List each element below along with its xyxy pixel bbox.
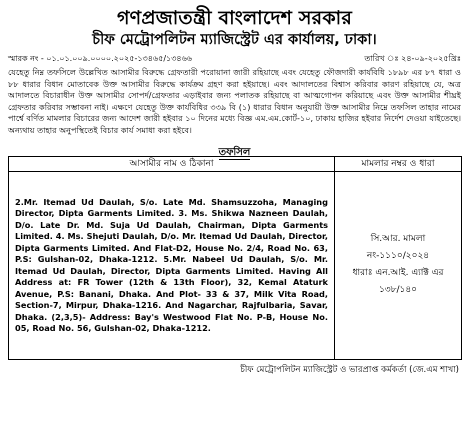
schedule-heading: তফসিল [218, 146, 251, 158]
schedule-heading-wrap [8, 140, 461, 158]
office-title: চীফ মেট্রোপলিটন ম্যাজিস্ট্রেট এর কার্যালয়, ঢাকা। [92, 32, 377, 48]
notice-date: তারিখ ঃ ২৪-০৯-২০২৫খ্রিঃ [364, 54, 461, 63]
case-number: সি.আর. মামলা নং-১১১০/২০২৪ [366, 234, 430, 262]
reference-line [8, 53, 461, 65]
notice-body: যেহেতু নিম্ন তফসিলে উল্লেখিত আসামীর বিরুদ্ধে গ্রেফতারী পরোয়ানা জারী রহিয়াছে এবং যেহেতু ফৌজদারী কার্যবিধি ১৮৯৮ এর ৮৭ ধারা ও ৮৮ ধারার বিধান মোতাবেক উক্ত আসামীর বিরুদ্ধে কার্যক্রম গ্রহণ করা হইয়াছে। এবং আদালতের বিশ্বাস করিবার কারণ রহিয়াছে যে, অত্র আদালতে বিচারাধীন উক্ত আসামীর সোপর্দ/গ্রেফতার এড়াইবার জন্য পলাতক রহিয়াছে বা আত্মগোপন করিয়াছে এবং উক্ত আসামীর শীঘ্রই গ্রেফতার করিবার সম্ভাবনা নাই। এক্ষণে যেহেতু উক্ত কার্যবিধির ৩৩৯ বি (১) ধারার বিধান অনুযায়ী উক্ত আসামীর নিম্নে তফসিল তাহার নামের পার্শ্বে বর্ণিত মামলার বিচারের জন্য আদেশ জারী হইবার ১০ দিনের মধ্যে বিজ্ঞ এম.এম.কোর্ট-১০, ঢাকায় হাজির হইবার নির্দেশ দেওয়া যাইতেছে। অন্যথায় তাহার অনুপস্থিতেই বিচার কার্য সমাধা করা হইবে। [8, 67, 461, 135]
government-title: গণপ্রজাতন্ত্রী বাংলাদেশ সরকার [117, 7, 352, 29]
case-section: ধারাঃ এন.আই. এ্যাক্ট এর ১৩৮/১৪০ [352, 268, 444, 296]
case-info-cell [335, 171, 462, 359]
accused-details: 2.Mr. Itemad Ud Daulah, S/o. Late Md. Shamsuzzoha, Managing Director, Dipta Garments Limited. 3. Ms. Shikwa Nazneen Daulah, D/o. Late Dr. Md. Suja Ud Daulah, Chairman, Dipta Garments Limited. 4. Ms. Shejuti Daulah, D/o. Mr. Itemad Ud Daulah, Director, Dipta Garments Limited. And Flat-D2, House No. 2/4, Road No. 63, P.S: Gulshan-02, Dhaka-1212. 5.Mr. Nabeel Ud Daulah, S/o. Mr. Itemad Ud Daulah, Director, Dipta Garments Limited. Having All Address at: FR Tower (12th & 13th Floor), 32, Kemal Ataturk Avenue, P.S: Banani, Dhaka. And Plot- 33 & 37, Milk Vita Road, Section-7, Mirpur, Dhaka-1216. And Nagarchar, Rajfulbaria, Savar, Dhaka. (2,3,5)- Address: Bay's Westwood Flat No. P-B, House No. 05, Road No. 56, Gulshan-02, Dhaka-1212. [9, 171, 335, 359]
signature-block: চীফ মেট্রোপলিটন ম্যাজিস্ট্রেট ও ভারপ্রাপ্ত কর্মকর্তা (জে.এম শাখা) [240, 364, 459, 375]
case-column-header: মামলার নম্বর ও ধারা [335, 156, 462, 171]
memo-number: স্মারক নং - ০১.০১.০০৯.০০০০.২০২৫-১৩৪৬৫/১৩৪৬৬ [8, 54, 193, 63]
accused-column-header: আসামীর নাম ও ঠিকানা [9, 156, 335, 171]
schedule-table [8, 156, 462, 360]
schedule-row [9, 171, 462, 359]
